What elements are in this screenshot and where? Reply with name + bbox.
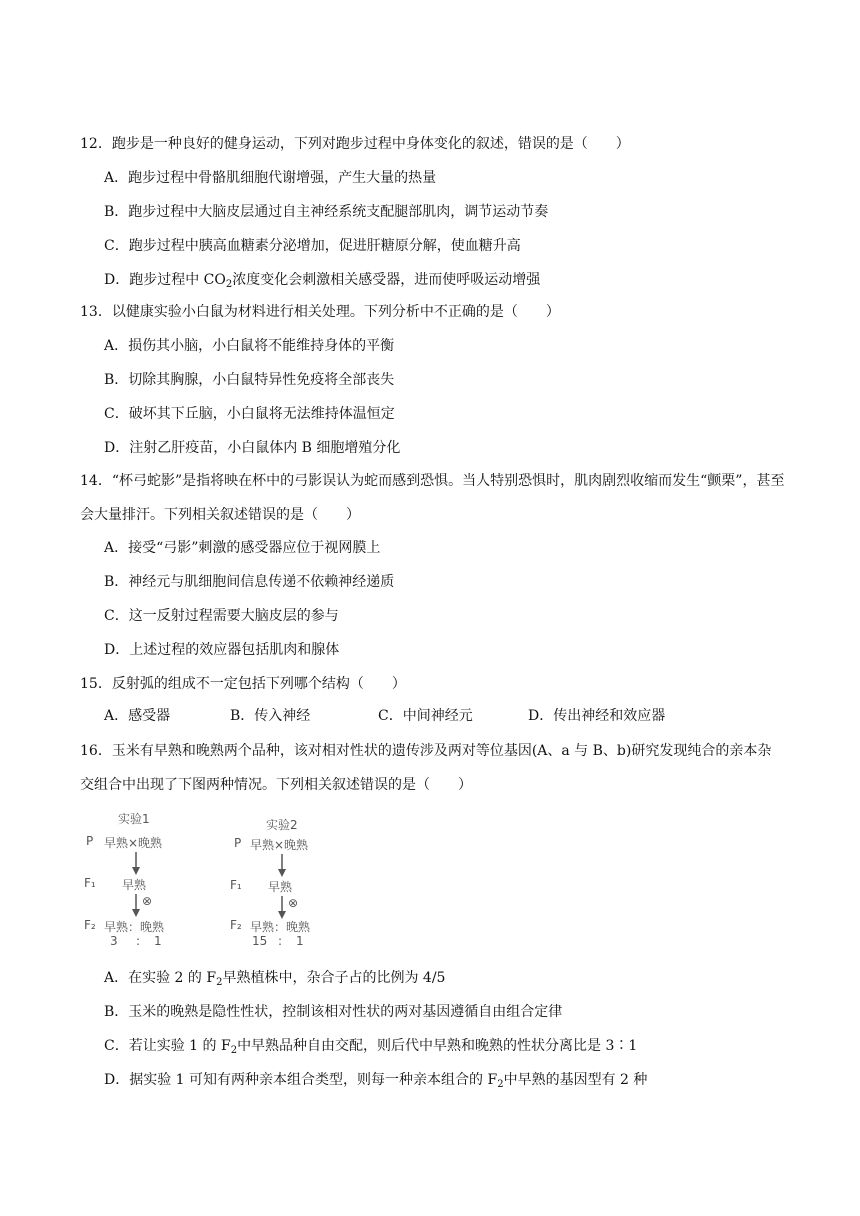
exp1-f1: 早熟	[122, 878, 147, 892]
exp2-selfing-symbol: ⊗	[288, 896, 299, 910]
exp2-f1: 早熟	[268, 880, 293, 894]
q13-option-b: B．切除其胸腺，小白鼠特异性免疫将全部丧失	[104, 372, 395, 388]
q15-option-c: C．中间神经元	[378, 708, 473, 724]
exp1-ratio-b: 1	[154, 934, 162, 948]
exp2-ratio-a: 15	[252, 934, 268, 948]
exp2-arrow-1	[276, 854, 288, 878]
q14-option-d: D．上述过程的效应器包括肌肉和腺体	[104, 642, 340, 658]
exp1-selfing-symbol: ⊗	[142, 894, 153, 908]
exp2-p-cross: 早熟×晚熟	[250, 838, 309, 852]
q16-option-d: D．据实验 1 可知有两种亲本组合类型，则每一种亲本组合的 $F_2$中早熟的基因型有 2 种	[104, 1072, 648, 1090]
q16-option-b: B．玉米的晚熟是隐性性状，控制该相对性状的两对基因遵循自由组合定律	[104, 1004, 563, 1020]
q13-stem: 13．以健康实验小白鼠为材料进行相关处理。下列分析中不正确的是（ ）	[80, 304, 560, 320]
q16-option-a: A．在实验 2 的 $F_2$早熟植株中，杂合子占的比例为 4/5	[104, 970, 446, 988]
exp2-p-label: P	[234, 836, 242, 850]
q14-option-b: B．神经元与肌细胞间信息传递不依赖神经递质	[104, 574, 395, 590]
q13-option-a: A．损伤其小脑，小白鼠将不能维持身体的平衡	[104, 338, 395, 354]
q12-option-b: B．跑步过程中大脑皮层通过自主神经系统支配腿部肌肉，调节运动节奏	[104, 204, 549, 220]
q16-stem: 16．玉米有早熟和晚熟两个品种，该对相对性状的遗传涉及两对等位基因(A、a 与 B、b)研究发现纯合的亲本杂交组合中出现了下图两种情况。下列相关叙述错误的是（ ）	[80, 743, 772, 793]
q14-option-c: C．这一反射过程需要大脑皮层的参与	[104, 608, 339, 624]
q15-option-a: A．感受器	[104, 708, 171, 724]
q13-option-c: C．破坏其下丘脑，小白鼠将无法维持体温恒定	[104, 406, 395, 422]
q12-stem: 12．跑步是一种良好的健身运动，下列对跑步过程中身体变化的叙述，错误的是（ ）	[80, 136, 630, 152]
q12-option-a: A．跑步过程中骨骼肌细胞代谢增强，产生大量的热量	[104, 170, 437, 186]
exp1-f2: 早熟：晚熟	[104, 920, 165, 934]
exp1-f2-label: F₂	[84, 918, 96, 932]
genetics-cross-figure	[78, 806, 378, 956]
q13-option-d: D．注射乙肝疫苗，小白鼠体内 B 细胞增殖分化	[104, 440, 401, 456]
exp1-ratio-a: 3	[110, 934, 118, 948]
exp1-title: 实验1	[118, 812, 150, 826]
exp1-arrow-1	[130, 852, 142, 876]
q12-option-d: D．跑步过程中 $CO_2$浓度变化会刺激相关感受器，进而使呼吸运动增强	[104, 272, 541, 290]
q15-option-d: D．传出神经和效应器	[528, 708, 666, 724]
q12-option-c: C．跑步过程中胰高血糖素分泌增加，促进肝糖原分解，使血糖升高	[104, 238, 521, 254]
q16-option-c: C．若让实验 1 的 $F_2$中早熟品种自由交配，则后代中早熟和晚熟的性状分离比是 3∶1	[104, 1038, 638, 1056]
exp1-arrow-2	[130, 894, 142, 918]
q15-options	[104, 706, 724, 726]
exp2-ratio-sep: :	[278, 934, 283, 948]
q15-option-b: B．传入神经	[230, 708, 311, 724]
exp2-f2-label: F₂	[230, 918, 242, 932]
exp2-f1-label: F₁	[230, 878, 242, 892]
exp2-title: 实验2	[266, 818, 298, 832]
q15-stem: 15．反射弧的组成不一定包括下列哪个结构（ ）	[80, 676, 406, 692]
exp1-p-cross: 早熟×晚熟	[104, 836, 163, 850]
exp1-f1-label: F₁	[84, 876, 96, 890]
exp2-ratio-b: 1	[296, 934, 304, 948]
exp2-f2: 早熟：晚熟	[250, 920, 311, 934]
exp1-ratio-sep: :	[136, 934, 141, 948]
q14-stem: 14．“杯弓蛇影”是指将映在杯中的弓影误认为蛇而感到恐惧。当人特别恐惧时，肌肉剧烈收缩而发生“颤栗”，甚至会大量排汗。下列相关叙述错误的是（ ）	[80, 473, 785, 523]
exp2-arrow-2	[276, 896, 288, 920]
exp1-p-label: P	[86, 834, 94, 848]
q14-option-a: A．接受“弓影”刺激的感受器应位于视网膜上	[104, 540, 381, 556]
